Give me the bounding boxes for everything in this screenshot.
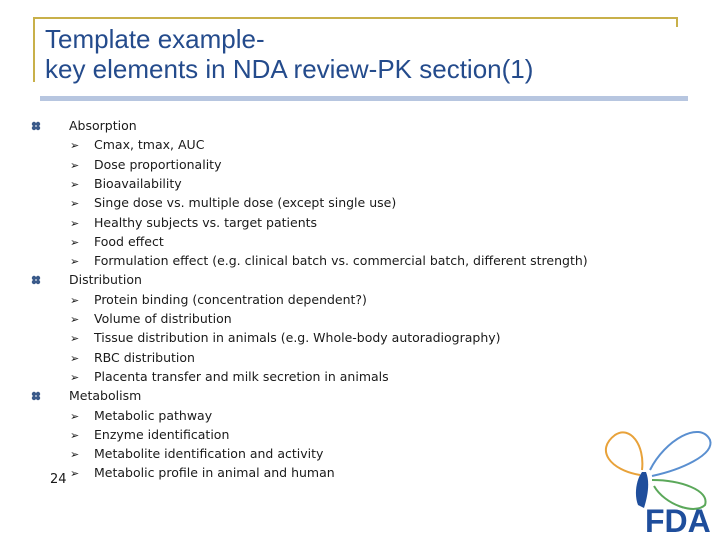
diamond-bullet-icon [30,390,42,402]
list-item [70,367,389,386]
list-item-text: Placenta transfer and milk secretion in animals [94,368,389,384]
list-item [70,155,221,174]
arrow-bullet-icon: ➢ [70,351,80,365]
diamond-bullet-icon [30,274,42,286]
list-item [70,251,588,270]
arrow-bullet-icon: ➢ [70,428,80,442]
arrow-bullet-icon: ➢ [70,448,80,462]
arrow-bullet-icon: ➢ [70,216,80,230]
fda-butterfly-logo [570,410,720,540]
arrow-bullet-icon: ➢ [70,332,80,346]
list-item-text: RBC distribution [94,349,195,365]
list-item [70,232,164,251]
list-item [70,193,396,212]
arrow-bullet-icon: ➢ [70,370,80,384]
logo-wing-blue [650,432,710,476]
title-underline [40,96,688,101]
arrow-bullet-icon: ➢ [70,467,80,481]
list-item-text: Dose proportionality [94,156,222,172]
section-heading: Absorption [69,118,137,133]
list-item [70,174,182,193]
list-item [70,425,229,444]
list-item-text: Formulation effect (e.g. clinical batch vs. commercial batch, different strength) [94,253,588,269]
section-heading: Metabolism [69,388,142,404]
list-item [70,348,195,367]
arrow-bullet-icon: ➢ [70,255,80,269]
list-item-text: Singe dose vs. multiple dose (except single use) [94,195,397,211]
list-item [70,135,204,154]
list-item-text: Healthy subjects vs. target patients [94,214,318,230]
arrow-bullet-icon: ➢ [70,235,80,249]
list-item-text: Enzyme identification [94,426,230,442]
list-item-text: Metabolite identification and activity [94,446,324,462]
title-line-2: key elements in NDA review-PK section(1) [45,54,534,84]
list-item-text: Metabolic profile in animal and human [94,465,335,481]
arrow-bullet-icon: ➢ [70,177,80,191]
section-heading: Distribution [69,272,142,288]
logo-text: FDA [645,503,711,539]
list-item [70,290,367,309]
list-item-text: Cmax, tmax, AUC [94,137,205,153]
list-item [70,444,323,463]
arrow-bullet-icon: ➢ [70,139,80,153]
arrow-bullet-icon: ➢ [70,409,80,423]
page-number: 24 [50,472,67,487]
list-item [70,309,232,328]
frame-left-border [33,17,35,82]
list-item [70,213,317,232]
slide-title [45,24,685,84]
list-item-text: Protein binding (concentration dependent?) [94,291,367,307]
list-item [70,406,212,425]
arrow-bullet-icon: ➢ [70,313,80,326]
list-item-text: Volume of distribution [94,311,232,326]
arrow-bullet-icon: ➢ [70,158,80,172]
list-item-text: Tissue distribution in animals (e.g. Whole-body autoradiography) [94,330,501,346]
list-item [70,328,501,347]
list-item-text: Metabolic pathway [94,407,213,423]
title-line-1: Template example- [45,24,265,54]
list-item-text: Food effect [94,233,164,249]
list-item-text: Bioavailability [94,175,182,191]
diamond-bullet-icon [30,120,42,132]
frame-top-border [33,17,678,19]
logo-wing-orange [606,432,642,475]
arrow-bullet-icon: ➢ [70,293,80,307]
list-item [70,463,335,482]
arrow-bullet-icon: ➢ [70,197,80,211]
